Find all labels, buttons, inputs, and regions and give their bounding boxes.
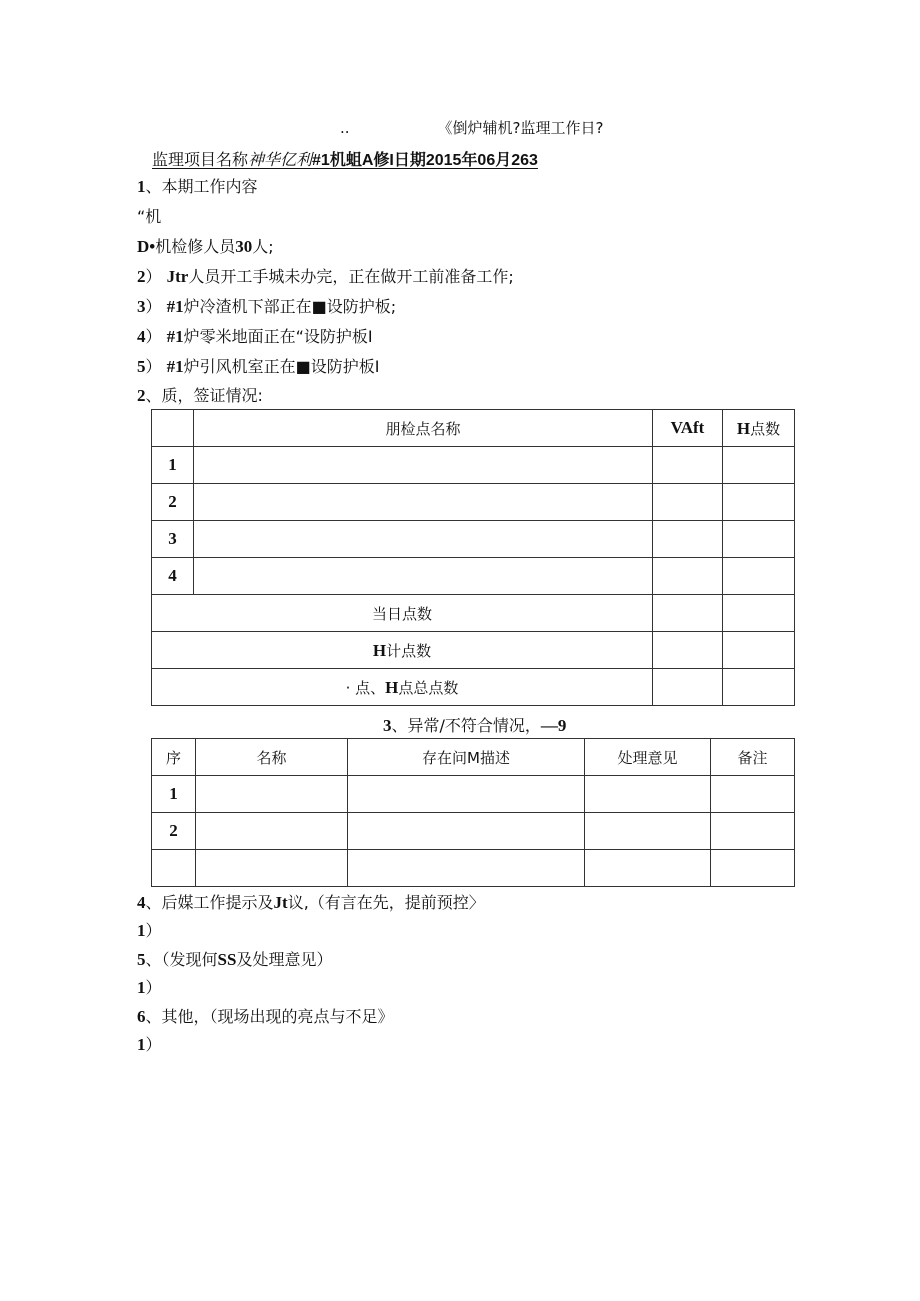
- table-row: [152, 850, 795, 887]
- section4-item: 1）: [137, 921, 162, 940]
- project-rest: #1机蛆A修I日期2015年06月263: [312, 152, 538, 169]
- table-row: 1: [152, 447, 795, 484]
- summary-row-daily: 当日点数: [152, 595, 795, 632]
- title-dots: ..: [340, 119, 350, 137]
- section4-heading: 4、后媒工作提示及Jt议,（有言在先，提前预控〉: [137, 893, 485, 912]
- section1-item-4: 4） #1炉零米地面正在“设防护板I: [137, 327, 373, 346]
- document-title: [340, 117, 603, 138]
- quality-header-row: [152, 410, 795, 447]
- quality-header-blank: [152, 410, 194, 447]
- section1-item-5: 5） #1炉引风机室正在■设防护板I: [137, 357, 380, 376]
- issues-header-row: 序 名称 存在问M描述 处理意见 备注: [152, 739, 795, 776]
- table-row: 2: [152, 484, 795, 521]
- issues-table: [151, 738, 795, 887]
- quality-header-v: VAft: [653, 410, 723, 447]
- section1-item-2: 2） Jtr人员开工手城未办完，正在做开工前准备工作;: [137, 267, 514, 286]
- section6-item: 1）: [137, 1035, 162, 1054]
- section1-line-a: “机: [137, 207, 162, 226]
- quality-table: [151, 409, 795, 706]
- quality-header-name: 朋检点名称: [194, 410, 653, 447]
- section1-heading: 1、本期工作内容: [137, 177, 258, 196]
- section5-item: 1）: [137, 978, 162, 997]
- quality-header-h: H点数: [723, 410, 795, 447]
- title-text: 《倒炉辅机?监理工作日?: [437, 119, 604, 137]
- summary-row-h: H计点数: [152, 632, 795, 669]
- project-line: [152, 147, 538, 170]
- section6-heading: 6、其他，（现场出现的亮点与不足》: [137, 1007, 394, 1026]
- summary-row-total: · 点、H点总点数: [152, 669, 795, 706]
- section1-line-d: D•机检修人员30人;: [137, 237, 274, 256]
- project-name: 神华亿利: [248, 150, 313, 169]
- section5-heading: 5、（发现何SS及处理意见）: [137, 950, 333, 969]
- section2-heading: 2、质，签证情况:: [137, 386, 263, 405]
- project-label: 监理项目名称: [152, 150, 249, 169]
- table-row: 4: [152, 558, 795, 595]
- section1-item-3: 3） #1炉冷渣机下部正在■设防护板;: [137, 297, 397, 316]
- table-row: 2: [152, 813, 795, 850]
- table-row: 3: [152, 521, 795, 558]
- table-row: 1: [152, 776, 795, 813]
- section3-heading: 3、异常/不符合情况，—9: [383, 716, 567, 735]
